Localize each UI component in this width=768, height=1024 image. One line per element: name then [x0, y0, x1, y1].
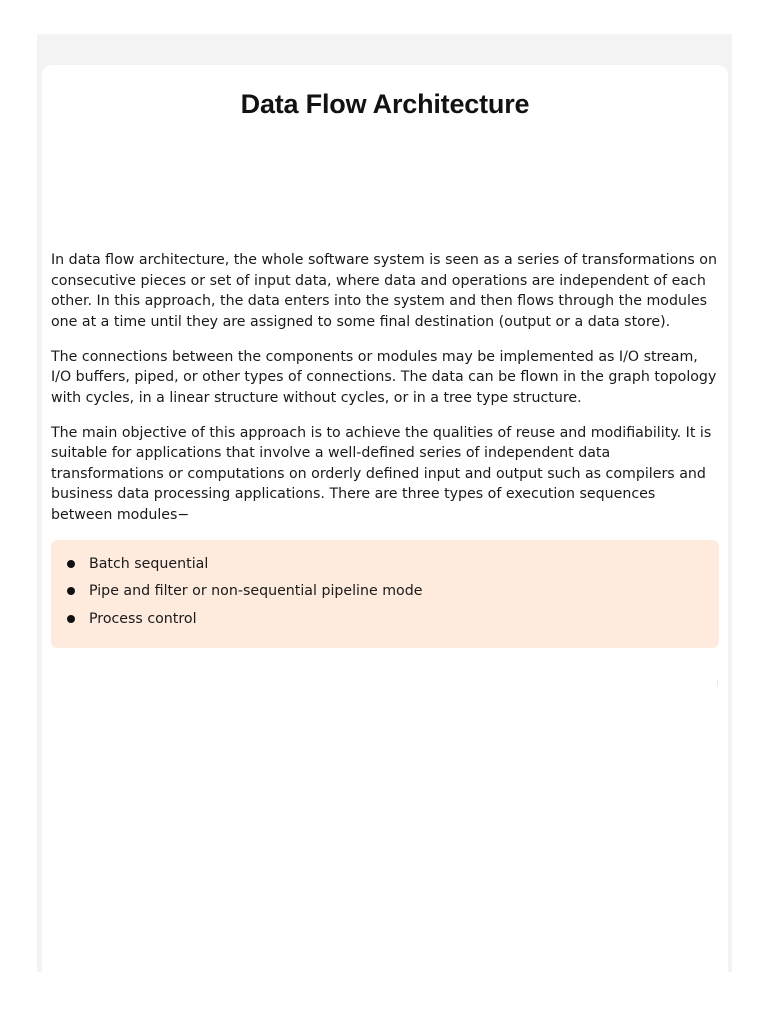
list-item — [65, 608, 719, 636]
article-body — [51, 250, 719, 648]
list-item — [65, 580, 719, 608]
bullet-icon — [67, 587, 75, 595]
intro-paragraph: In data flow architecture, the whole software system is seen as a series of transformations on consecutive pieces or set of input data, where data and operations are independent of each other. In this approach, the data enters into the system and then flows through the modules one at a time until they are assigned to some final destination (output or a data store). — [51, 252, 717, 330]
ad-placeholder — [51, 120, 719, 250]
divider — [717, 680, 718, 686]
connections-paragraph: The connections between the components or modules may be implemented as I/O stream, I/O buffers, piped, or other types of connections. The data can be flown in the graph topology with cycles, in a linear structure without cycles, or in a tree type structure. — [51, 348, 717, 406]
execution-sequences-list — [65, 553, 719, 636]
page-title: Data Flow Architecture — [240, 89, 530, 119]
list-item-label: Batch sequential — [89, 555, 209, 572]
list-item — [65, 553, 719, 581]
bullet-icon — [67, 560, 75, 568]
bullet-icon — [67, 615, 75, 623]
list-item-label: Pipe and filter or non-sequential pipeline mode — [89, 583, 423, 599]
objective-paragraph: The main objective of this approach is to achieve the qualities of reuse and modifiability. It is suitable for applications that involve a well-defined series of independent data transformations or computations on orderly defined input and output such as compilers and business data processing applications. There are three types of execution sequences between modules− — [51, 424, 712, 523]
execution-sequences-box — [51, 540, 719, 649]
list-item-label: Process control — [89, 610, 197, 627]
article-card — [42, 65, 728, 995]
